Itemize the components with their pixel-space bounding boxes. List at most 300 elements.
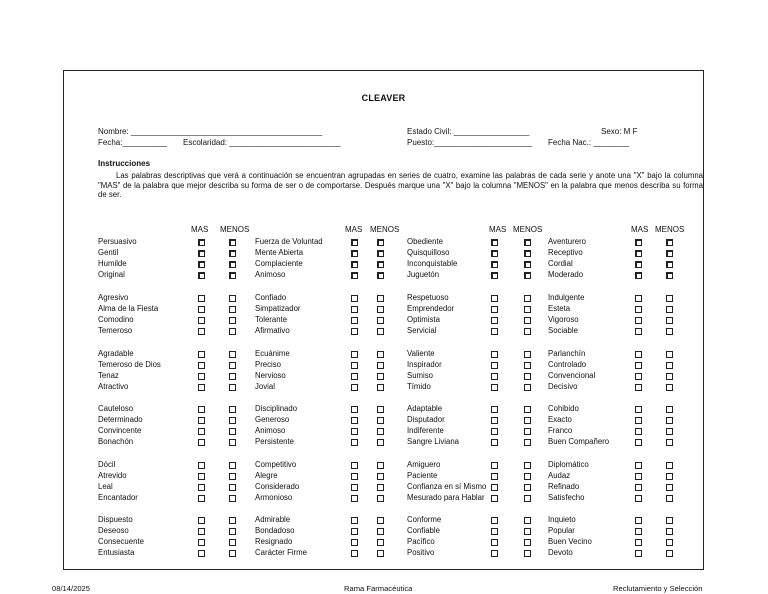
menos-checkbox[interactable] (229, 528, 236, 535)
word-label: Dócil (98, 460, 116, 469)
mas-checkbox[interactable] (351, 351, 358, 358)
mas-checkbox[interactable] (198, 495, 205, 502)
menos-checkbox[interactable] (229, 384, 236, 391)
menos-checkbox[interactable] (377, 239, 384, 246)
menos-checkbox[interactable] (229, 484, 236, 491)
menos-checkbox[interactable] (666, 484, 673, 491)
mas-checkbox[interactable] (351, 328, 358, 335)
word-label: Competitivo (255, 460, 297, 469)
mas-checkbox[interactable] (351, 428, 358, 435)
menos-checkbox[interactable] (524, 362, 531, 369)
word-label: Bondadoso (255, 526, 295, 535)
mas-checkbox[interactable] (198, 428, 205, 435)
mas-checkbox[interactable] (351, 539, 358, 546)
mas-checkbox[interactable] (351, 317, 358, 324)
word-label: Optimista (407, 315, 440, 324)
mas-checkbox[interactable] (491, 272, 498, 279)
column-header-menos: MENOS (220, 225, 250, 234)
mas-checkbox[interactable] (635, 328, 642, 335)
mas-checkbox[interactable] (491, 362, 498, 369)
menos-checkbox[interactable] (377, 317, 384, 324)
word-label: Entusiasta (98, 548, 135, 557)
mas-checkbox[interactable] (491, 295, 498, 302)
menos-checkbox[interactable] (524, 539, 531, 546)
menos-checkbox[interactable] (229, 295, 236, 302)
menos-checkbox[interactable] (377, 417, 384, 424)
word-label: Agresivo (98, 293, 129, 302)
mas-checkbox[interactable] (635, 473, 642, 480)
mas-checkbox[interactable] (491, 484, 498, 491)
menos-checkbox[interactable] (524, 417, 531, 424)
menos-checkbox[interactable] (229, 373, 236, 380)
word-label: Persuasivo (98, 237, 137, 246)
nombre-field[interactable]: Nombre: ___________________________________________ (98, 127, 323, 136)
word-label: Audaz (548, 471, 571, 480)
mas-checkbox[interactable] (635, 550, 642, 557)
mas-checkbox[interactable] (351, 295, 358, 302)
footer-right: Reclutamiento y Selección (613, 584, 703, 593)
mas-checkbox[interactable] (351, 384, 358, 391)
mas-checkbox[interactable] (635, 539, 642, 546)
mas-checkbox[interactable] (351, 373, 358, 380)
word-label: Agradable (98, 349, 134, 358)
menos-checkbox[interactable] (377, 362, 384, 369)
mas-checkbox[interactable] (635, 306, 642, 313)
menos-checkbox[interactable] (524, 384, 531, 391)
word-label: Temeroso (98, 326, 133, 335)
word-label: Original (98, 270, 125, 279)
word-label: Inconquistable (407, 259, 458, 268)
word-label: Convencional (548, 371, 596, 380)
menos-checkbox[interactable] (377, 384, 384, 391)
word-label: Indiferente (407, 426, 444, 435)
instructions-text: Las palabras descriptivas que verá a continuación se encuentran agrupadas en series de cuatro, examine las palabras de cada serie y anote una "X" bajo la columna "MAS" de la palabra que mejor describa su forma de ser o de comportarse. Después marque una "X" bajo la columna "MENOS" en la palabra que menos describa su forma de ser. (98, 171, 703, 200)
word-label: Humilde (98, 259, 127, 268)
word-label: Encantador (98, 493, 138, 502)
mas-checkbox[interactable] (198, 362, 205, 369)
mas-checkbox[interactable] (491, 384, 498, 391)
word-label: Diplomático (548, 460, 589, 469)
word-label: Emprendedor (407, 304, 455, 313)
mas-checkbox[interactable] (351, 439, 358, 446)
mas-checkbox[interactable] (198, 317, 205, 324)
mas-checkbox[interactable] (351, 495, 358, 502)
mas-checkbox[interactable] (351, 473, 358, 480)
word-label: Animoso (255, 426, 286, 435)
menos-checkbox[interactable] (377, 261, 384, 268)
menos-checkbox[interactable] (666, 239, 673, 246)
menos-checkbox[interactable] (524, 295, 531, 302)
mas-checkbox[interactable] (491, 528, 498, 535)
menos-checkbox[interactable] (666, 261, 673, 268)
mas-checkbox[interactable] (635, 439, 642, 446)
menos-checkbox[interactable] (666, 317, 673, 324)
word-label: Inspirador (407, 360, 442, 369)
estado-civil-field[interactable]: Estado Civil: _________________ (407, 127, 530, 136)
menos-checkbox[interactable] (524, 272, 531, 279)
mas-checkbox[interactable] (491, 406, 498, 413)
word-label: Fuerza de Voluntad (255, 237, 323, 246)
menos-checkbox[interactable] (666, 250, 673, 257)
menos-checkbox[interactable] (524, 328, 531, 335)
word-label: Confiable (407, 526, 440, 535)
menos-checkbox[interactable] (666, 439, 673, 446)
word-label: Paciente (407, 471, 438, 480)
mas-checkbox[interactable] (198, 462, 205, 469)
menos-checkbox[interactable] (524, 317, 531, 324)
mas-checkbox[interactable] (351, 484, 358, 491)
word-label: Resignado (255, 537, 293, 546)
mas-checkbox[interactable] (635, 239, 642, 246)
menos-checkbox[interactable] (524, 550, 531, 557)
word-label: Esteta (548, 304, 571, 313)
fecha-nac-field[interactable]: Fecha Nac.: ________ (548, 138, 629, 147)
column-header-menos: MENOS (370, 225, 400, 234)
word-label: Gentil (98, 248, 119, 257)
mas-checkbox[interactable] (198, 328, 205, 335)
word-label: Respetuoso (407, 293, 449, 302)
mas-checkbox[interactable] (491, 373, 498, 380)
mas-checkbox[interactable] (198, 239, 205, 246)
menos-checkbox[interactable] (666, 306, 673, 313)
mas-checkbox[interactable] (198, 406, 205, 413)
word-label: Buen Vecino (548, 537, 592, 546)
mas-checkbox[interactable] (351, 250, 358, 257)
word-label: Confianza en sí Mismo (407, 482, 487, 491)
mas-checkbox[interactable] (491, 317, 498, 324)
mas-checkbox[interactable] (198, 539, 205, 546)
word-label: Admirable (255, 515, 291, 524)
word-label: Cohibido (548, 404, 579, 413)
word-label: Alegre (255, 471, 278, 480)
mas-checkbox[interactable] (491, 417, 498, 424)
menos-checkbox[interactable] (524, 517, 531, 524)
word-label: Indulgente (548, 293, 585, 302)
menos-checkbox[interactable] (666, 295, 673, 302)
mas-checkbox[interactable] (351, 462, 358, 469)
mas-checkbox[interactable] (635, 250, 642, 257)
menos-checkbox[interactable] (666, 272, 673, 279)
mas-checkbox[interactable] (198, 373, 205, 380)
mas-checkbox[interactable] (198, 261, 205, 268)
word-label: Simpatizador (255, 304, 301, 313)
menos-checkbox[interactable] (229, 317, 236, 324)
menos-checkbox[interactable] (229, 550, 236, 557)
word-label: Armonioso (255, 493, 293, 502)
menos-checkbox[interactable] (524, 373, 531, 380)
menos-checkbox[interactable] (377, 473, 384, 480)
word-label: Inquieto (548, 515, 576, 524)
menos-checkbox[interactable] (229, 261, 236, 268)
word-label: Carácter Firme (255, 548, 307, 557)
word-label: Popular (548, 526, 575, 535)
menos-checkbox[interactable] (377, 528, 384, 535)
mas-checkbox[interactable] (198, 528, 205, 535)
menos-checkbox[interactable] (377, 550, 384, 557)
menos-checkbox[interactable] (524, 473, 531, 480)
menos-checkbox[interactable] (377, 306, 384, 313)
word-label: Bonachón (98, 437, 134, 446)
footer-date: 08/14/2025 (52, 584, 91, 593)
word-label: Mente Abierta (255, 248, 304, 257)
menos-checkbox[interactable] (666, 495, 673, 502)
menos-checkbox[interactable] (377, 428, 384, 435)
menos-checkbox[interactable] (377, 373, 384, 380)
menos-checkbox[interactable] (666, 539, 673, 546)
mas-checkbox[interactable] (351, 272, 358, 279)
menos-checkbox[interactable] (666, 417, 673, 424)
menos-checkbox[interactable] (229, 239, 236, 246)
word-label: Considerado (255, 482, 300, 491)
mas-checkbox[interactable] (491, 428, 498, 435)
mas-checkbox[interactable] (635, 351, 642, 358)
mas-checkbox[interactable] (351, 528, 358, 535)
menos-checkbox[interactable] (524, 528, 531, 535)
mas-checkbox[interactable] (635, 362, 642, 369)
mas-checkbox[interactable] (635, 417, 642, 424)
mas-checkbox[interactable] (198, 473, 205, 480)
menos-checkbox[interactable] (524, 484, 531, 491)
mas-checkbox[interactable] (198, 306, 205, 313)
menos-checkbox[interactable] (524, 495, 531, 502)
mas-checkbox[interactable] (635, 528, 642, 535)
word-label: Sangre Liviana (407, 437, 460, 446)
mas-checkbox[interactable] (351, 406, 358, 413)
mas-checkbox[interactable] (198, 417, 205, 424)
word-label: Parlanchín (548, 349, 586, 358)
menos-checkbox[interactable] (666, 362, 673, 369)
word-label: Conforme (407, 515, 442, 524)
word-label: Persistente (255, 437, 295, 446)
word-label: Obediente (407, 237, 443, 246)
menos-checkbox[interactable] (377, 495, 384, 502)
menos-checkbox[interactable] (666, 373, 673, 380)
column-header-mas: MAS (631, 225, 649, 234)
word-label: Valiente (407, 349, 435, 358)
word-label: Atractivo (98, 382, 129, 391)
column-header-menos: MENOS (513, 225, 543, 234)
menos-checkbox[interactable] (666, 517, 673, 524)
menos-checkbox[interactable] (524, 351, 531, 358)
word-label: Mesurado para Hablar (407, 493, 485, 502)
menos-checkbox[interactable] (666, 351, 673, 358)
menos-checkbox[interactable] (377, 351, 384, 358)
mas-checkbox[interactable] (491, 250, 498, 257)
menos-checkbox[interactable] (524, 239, 531, 246)
word-label: Servicial (407, 326, 437, 335)
menos-checkbox[interactable] (666, 550, 673, 557)
menos-checkbox[interactable] (666, 384, 673, 391)
column-header-menos: MENOS (655, 225, 685, 234)
word-label: Positivo (407, 548, 435, 557)
mas-checkbox[interactable] (635, 384, 642, 391)
mas-checkbox[interactable] (491, 462, 498, 469)
word-label: Deseoso (98, 526, 129, 535)
mas-checkbox[interactable] (198, 295, 205, 302)
mas-checkbox[interactable] (351, 261, 358, 268)
mas-checkbox[interactable] (351, 239, 358, 246)
mas-checkbox[interactable] (635, 373, 642, 380)
word-label: Moderado (548, 270, 584, 279)
mas-checkbox[interactable] (635, 495, 642, 502)
mas-checkbox[interactable] (198, 484, 205, 491)
menos-checkbox[interactable] (229, 439, 236, 446)
menos-checkbox[interactable] (229, 328, 236, 335)
mas-checkbox[interactable] (635, 517, 642, 524)
word-label: Consecuente (98, 537, 144, 546)
mas-checkbox[interactable] (198, 250, 205, 257)
menos-checkbox[interactable] (229, 406, 236, 413)
menos-checkbox[interactable] (377, 439, 384, 446)
menos-checkbox[interactable] (229, 517, 236, 524)
word-label: Generoso (255, 415, 290, 424)
word-label: Leal (98, 482, 113, 491)
word-label: Complaciente (255, 259, 303, 268)
word-label: Animoso (255, 270, 286, 279)
sexo-field[interactable]: Sexo: M F (601, 127, 638, 136)
word-label: Aventurero (548, 237, 586, 246)
word-label: Disciplinado (255, 404, 298, 413)
word-label: Sumiso (407, 371, 433, 380)
menos-checkbox[interactable] (229, 272, 236, 279)
mas-checkbox[interactable] (491, 439, 498, 446)
mas-checkbox[interactable] (351, 517, 358, 524)
word-label: Dispuesto (98, 515, 133, 524)
menos-checkbox[interactable] (377, 295, 384, 302)
menos-checkbox[interactable] (666, 528, 673, 535)
menos-checkbox[interactable] (377, 462, 384, 469)
menos-checkbox[interactable] (524, 250, 531, 257)
menos-checkbox[interactable] (229, 473, 236, 480)
mas-checkbox[interactable] (635, 462, 642, 469)
menos-checkbox[interactable] (524, 306, 531, 313)
word-label: Comodino (98, 315, 134, 324)
menos-checkbox[interactable] (229, 417, 236, 424)
mas-checkbox[interactable] (635, 484, 642, 491)
mas-checkbox[interactable] (491, 261, 498, 268)
mas-checkbox[interactable] (491, 351, 498, 358)
word-label: Exacto (548, 415, 572, 424)
word-label: Ecuánime (255, 349, 290, 358)
menos-checkbox[interactable] (524, 261, 531, 268)
word-label: Determinado (98, 415, 143, 424)
mas-checkbox[interactable] (351, 306, 358, 313)
word-label: Juguetón (407, 270, 440, 279)
word-label: Tenaz (98, 371, 119, 380)
menos-checkbox[interactable] (229, 428, 236, 435)
menos-checkbox[interactable] (524, 428, 531, 435)
word-label: Nervioso (255, 371, 286, 380)
column-header-mas: MAS (345, 225, 363, 234)
word-label: Decisivo (548, 382, 578, 391)
column-header-mas: MAS (191, 225, 209, 234)
menos-checkbox[interactable] (377, 484, 384, 491)
column-header-mas: MAS (489, 225, 507, 234)
word-label: Devoto (548, 548, 573, 557)
word-label: Adaptable (407, 404, 443, 413)
menos-checkbox[interactable] (377, 250, 384, 257)
word-label: Sociable (548, 326, 578, 335)
word-label: Pacífico (407, 537, 435, 546)
menos-checkbox[interactable] (666, 473, 673, 480)
mas-checkbox[interactable] (491, 306, 498, 313)
menos-checkbox[interactable] (377, 517, 384, 524)
mas-checkbox[interactable] (198, 550, 205, 557)
mas-checkbox[interactable] (491, 517, 498, 524)
mas-checkbox[interactable] (351, 550, 358, 557)
word-label: Receptivo (548, 248, 583, 257)
mas-checkbox[interactable] (491, 550, 498, 557)
menos-checkbox[interactable] (229, 306, 236, 313)
mas-checkbox[interactable] (635, 406, 642, 413)
word-label: Afirmativo (255, 326, 290, 335)
mas-checkbox[interactable] (198, 517, 205, 524)
menos-checkbox[interactable] (666, 328, 673, 335)
menos-checkbox[interactable] (229, 250, 236, 257)
escolaridad-field[interactable]: Escolaridad: _________________________ (183, 138, 341, 147)
menos-checkbox[interactable] (229, 362, 236, 369)
menos-checkbox[interactable] (229, 539, 236, 546)
menos-checkbox[interactable] (229, 495, 236, 502)
menos-checkbox[interactable] (377, 328, 384, 335)
mas-checkbox[interactable] (491, 473, 498, 480)
mas-checkbox[interactable] (198, 272, 205, 279)
menos-checkbox[interactable] (229, 351, 236, 358)
mas-checkbox[interactable] (351, 417, 358, 424)
word-label: Franco (548, 426, 573, 435)
mas-checkbox[interactable] (491, 539, 498, 546)
mas-checkbox[interactable] (198, 439, 205, 446)
menos-checkbox[interactable] (524, 462, 531, 469)
word-label: Atrevido (98, 471, 127, 480)
mas-checkbox[interactable] (491, 495, 498, 502)
word-label: Tolerante (255, 315, 288, 324)
form-title: CLEAVER (361, 93, 406, 103)
footer-center: Rama Farmacéutica (344, 584, 413, 593)
word-label: Refinado (548, 482, 580, 491)
form-frame (63, 70, 704, 570)
mas-checkbox[interactable] (198, 351, 205, 358)
menos-checkbox[interactable] (666, 462, 673, 469)
mas-checkbox[interactable] (198, 384, 205, 391)
mas-checkbox[interactable] (635, 428, 642, 435)
menos-checkbox[interactable] (377, 272, 384, 279)
word-label: Buen Compañero (548, 437, 610, 446)
menos-checkbox[interactable] (524, 406, 531, 413)
word-label: Controlado (548, 360, 587, 369)
menos-checkbox[interactable] (666, 428, 673, 435)
fecha-field[interactable]: Fecha:__________ (98, 138, 167, 147)
word-label: Tímido (407, 382, 431, 391)
puesto-field[interactable]: Puesto:______________________ (407, 138, 533, 147)
mas-checkbox[interactable] (635, 295, 642, 302)
word-label: Disputador (407, 415, 445, 424)
mas-checkbox[interactable] (491, 239, 498, 246)
mas-checkbox[interactable] (635, 317, 642, 324)
instructions-heading: Instrucciones (98, 159, 151, 168)
word-label: Vigoroso (548, 315, 579, 324)
mas-checkbox[interactable] (491, 328, 498, 335)
menos-checkbox[interactable] (377, 539, 384, 546)
word-label: Jovial (255, 382, 275, 391)
mas-checkbox[interactable] (351, 362, 358, 369)
menos-checkbox[interactable] (377, 406, 384, 413)
menos-checkbox[interactable] (229, 462, 236, 469)
menos-checkbox[interactable] (524, 439, 531, 446)
mas-checkbox[interactable] (635, 261, 642, 268)
menos-checkbox[interactable] (666, 406, 673, 413)
mas-checkbox[interactable] (635, 272, 642, 279)
